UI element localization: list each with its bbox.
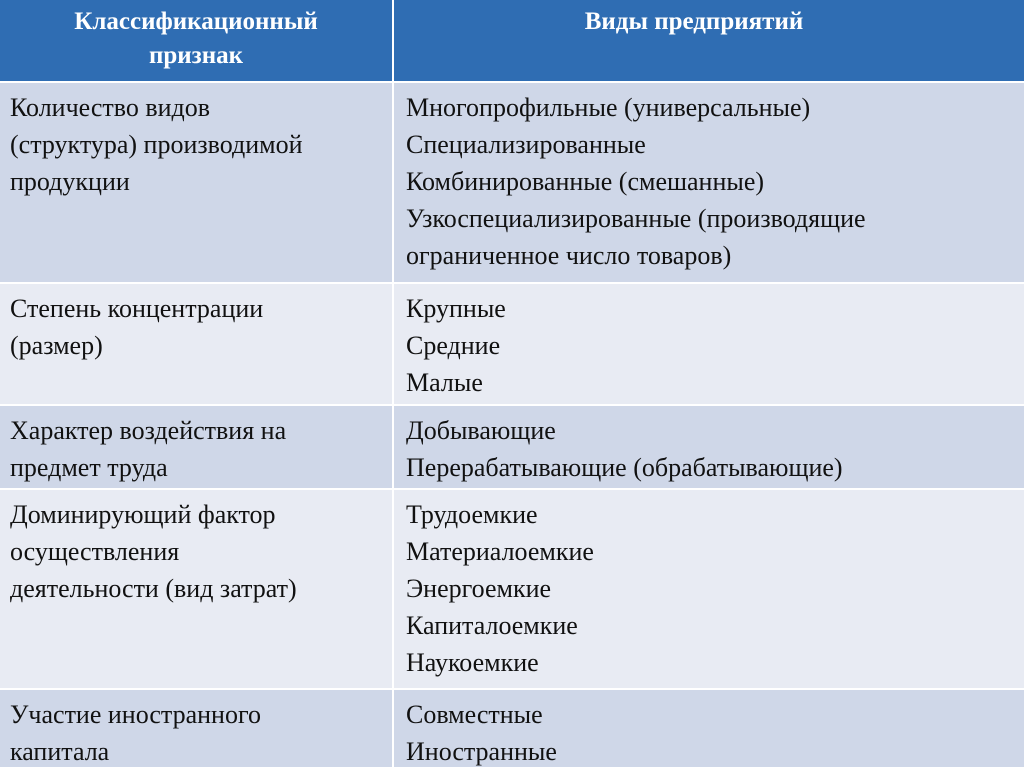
table-row [0, 284, 1024, 406]
type-item: Иностранные [406, 737, 557, 766]
criterion-line: (структура) производимой [10, 130, 303, 159]
criterion-line: Количество видов [10, 93, 211, 122]
criterion-line: деятельности (вид затрат) [10, 574, 297, 603]
criterion-cell [0, 690, 392, 767]
criterion-line: Характер воздействия на [10, 416, 287, 445]
criterion-line: Доминирующий фактор [10, 500, 276, 529]
type-item: Совместные [406, 700, 543, 729]
table-header [0, 0, 1024, 83]
criterion-line: Степень концентрации [10, 294, 264, 323]
types-cell [392, 83, 1024, 282]
type-item: Малые [406, 368, 483, 397]
header-types [392, 0, 1024, 81]
criterion-cell [0, 83, 392, 282]
type-item: Перерабатывающие (обрабатывающие) [406, 453, 843, 482]
criterion-line: продукции [10, 167, 130, 196]
type-item: Материалоемкие [406, 537, 594, 566]
types-cell [392, 490, 1024, 688]
types-cell [392, 284, 1024, 404]
table-row [0, 406, 1024, 490]
criterion-cell [0, 490, 392, 688]
type-item: Узкоспециализированные (производящие [406, 204, 866, 233]
header-criterion-line: Классификационный [74, 8, 318, 35]
criterion-line: Участие иностранного [10, 700, 261, 729]
table-row [0, 490, 1024, 690]
header-criterion [0, 0, 392, 81]
type-item: Добывающие [406, 416, 556, 445]
criterion-line: предмет труда [10, 453, 168, 482]
table-row [0, 690, 1024, 767]
criterion-cell [0, 284, 392, 404]
type-item: Энергоемкие [406, 574, 552, 603]
type-item: Многопрофильные (универсальные) [406, 93, 811, 122]
type-item: Наукоемкие [406, 648, 539, 677]
type-item: Средние [406, 331, 501, 360]
type-item: Крупные [406, 294, 506, 323]
types-cell [392, 406, 1024, 488]
types-cell [392, 690, 1024, 767]
type-item: Специализированные [406, 130, 646, 159]
criterion-line: осуществления [10, 537, 180, 566]
type-item: ограниченное число товаров) [406, 241, 732, 270]
type-item: Трудоемкие [406, 500, 538, 529]
header-criterion-line: признак [148, 42, 244, 69]
criterion-line: (размер) [10, 331, 103, 360]
table-row [0, 83, 1024, 284]
criterion-line: капитала [10, 737, 110, 766]
criterion-cell [0, 406, 392, 488]
header-types-label: Виды предприятий [584, 8, 804, 35]
type-item: Капиталоемкие [406, 611, 578, 640]
type-item: Комбинированные (смешанные) [406, 167, 765, 196]
